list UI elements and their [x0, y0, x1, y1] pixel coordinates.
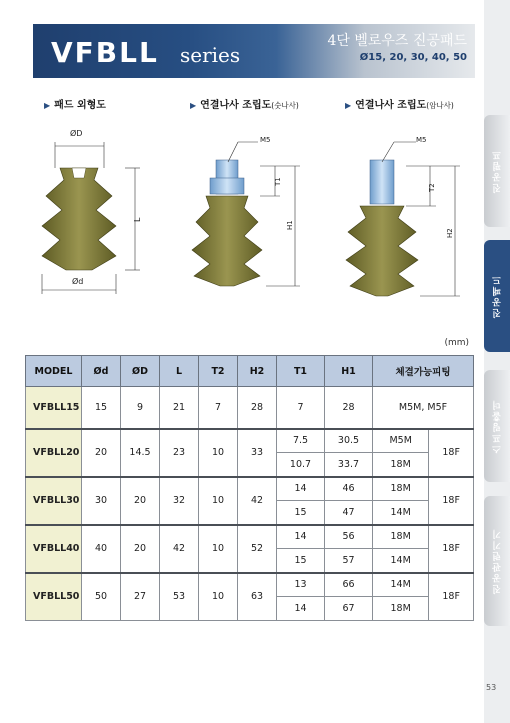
cell-od-inner: 40: [82, 525, 121, 573]
label-m5-male: M5: [260, 136, 271, 144]
header-model: VFBLL: [51, 36, 159, 69]
table-row: [26, 573, 474, 597]
cell-h1: 56: [325, 525, 373, 549]
cell-od-outer: 20: [121, 477, 160, 525]
cell-fitting: 18M: [373, 477, 429, 501]
cell-h1: 46: [325, 477, 373, 501]
col-h1: H1: [325, 356, 373, 387]
cell-od-inner: 50: [82, 573, 121, 621]
side-tab-vacuum-pump[interactable]: [484, 115, 510, 227]
label-outer-diameter: ØD: [70, 129, 83, 138]
cell-h1: 47: [325, 501, 373, 525]
cell-fitting: M5M: [373, 429, 429, 453]
section-label-outline: ▶ 패드 외형도: [44, 100, 106, 111]
cell-od-outer: 20: [121, 525, 160, 573]
col-od-inner: Ød: [82, 356, 121, 387]
cell-t2: 10: [199, 429, 238, 477]
unit-label: (mm): [444, 338, 469, 348]
header-banner: [33, 24, 475, 78]
male-thread-drawing: [192, 136, 300, 286]
cell-model: VFBLL30: [26, 477, 82, 525]
cell-fitting-extra: 18F: [429, 429, 474, 477]
cell-model: VFBLL50: [26, 573, 82, 621]
cell-fitting-extra: 18F: [429, 477, 474, 525]
table-row: [26, 387, 474, 429]
cell-h2: 52: [238, 525, 277, 573]
label-h1: H1: [286, 220, 294, 230]
label-inner-diameter: Ød: [72, 277, 84, 286]
cell-t1: 13: [277, 573, 325, 597]
cell-od-outer: 27: [121, 573, 160, 621]
side-tab-label: 진공펌프: [492, 149, 503, 193]
cell-fitting: 18M: [373, 597, 429, 621]
cell-model: VFBLL15: [26, 387, 82, 429]
side-tab-label: 스프링홀더: [492, 398, 503, 454]
cell-fitting: 14M: [373, 501, 429, 525]
cell-t1: 15: [277, 549, 325, 573]
cell-t1: 14: [277, 597, 325, 621]
header-title: 4단 벨로우즈 진공패드: [327, 33, 467, 49]
cell-model: VFBLL20: [26, 429, 82, 477]
page-number: 53: [486, 683, 497, 692]
cell-t1: 14: [277, 477, 325, 501]
cell-h1: 30.5: [325, 429, 373, 453]
cell-od-inner: 15: [82, 387, 121, 429]
cell-fitting: 18M: [373, 453, 429, 477]
label-t1: T1: [274, 177, 282, 186]
cell-t1: 14: [277, 525, 325, 549]
triangle-icon: ▶: [345, 101, 352, 110]
header-series: series: [180, 43, 241, 67]
cell-h2: 33: [238, 429, 277, 477]
side-tab-label: 진공관련기기: [492, 528, 503, 594]
col-l: L: [160, 356, 199, 387]
header-sizes: Ø15, 20, 30, 40, 50: [359, 52, 467, 63]
pad-outline-drawing: [42, 128, 142, 294]
table-row: [26, 525, 474, 549]
label-h2: H2: [446, 228, 454, 238]
triangle-icon: ▶: [190, 101, 197, 110]
cell-t2: 7: [199, 387, 238, 429]
cell-h1: 67: [325, 597, 373, 621]
cell-t1: 7.5: [277, 429, 325, 453]
cell-fitting: 18M: [373, 525, 429, 549]
cell-l: 53: [160, 573, 199, 621]
cell-h1: 28: [325, 387, 373, 429]
cell-t2: 10: [199, 477, 238, 525]
cell-t2: 10: [199, 525, 238, 573]
col-t1: T1: [277, 356, 325, 387]
cell-t1: 15: [277, 501, 325, 525]
side-tab-vacuum-equipment[interactable]: [484, 496, 510, 626]
cell-fitting-extra: 18F: [429, 573, 474, 621]
cell-t1: 10.7: [277, 453, 325, 477]
side-tab-spring-holder[interactable]: [484, 370, 510, 482]
label-m5-female: M5: [416, 136, 427, 144]
cell-l: 21: [160, 387, 199, 429]
col-fittings: 체결가능피팅: [373, 356, 474, 387]
cell-h1: 33.7: [325, 453, 373, 477]
cell-l: 32: [160, 477, 199, 525]
section-label-male-thread: ▶ 연결나사 조립도(숫나사): [190, 100, 299, 111]
cell-h2: 28: [238, 387, 277, 429]
cell-fitting: M5M, M5F: [373, 387, 474, 429]
cell-fitting-extra: 18F: [429, 525, 474, 573]
cell-od-inner: 30: [82, 477, 121, 525]
side-tab-label: 진공패드: [492, 274, 503, 318]
cell-h2: 63: [238, 573, 277, 621]
cell-l: 23: [160, 429, 199, 477]
cell-fitting: 14M: [373, 549, 429, 573]
cell-h1: 66: [325, 573, 373, 597]
cell-model: VFBLL40: [26, 525, 82, 573]
table-row: [26, 429, 474, 453]
cell-l: 42: [160, 525, 199, 573]
label-length: L: [133, 217, 142, 222]
table-header-row: [26, 356, 474, 387]
col-t2: T2: [199, 356, 238, 387]
cell-od-inner: 20: [82, 429, 121, 477]
cell-od-outer: 14.5: [121, 429, 160, 477]
female-thread-drawing: [346, 136, 460, 296]
technical-drawings: [30, 118, 470, 308]
cell-od-outer: 9: [121, 387, 160, 429]
cell-t1: 7: [277, 387, 325, 429]
col-od-outer: ØD: [121, 356, 160, 387]
cell-fitting: 14M: [373, 573, 429, 597]
cell-t2: 10: [199, 573, 238, 621]
cell-h1: 57: [325, 549, 373, 573]
col-model: MODEL: [26, 356, 82, 387]
cell-h2: 42: [238, 477, 277, 525]
col-h2: H2: [238, 356, 277, 387]
table-row: [26, 477, 474, 501]
spec-table: [25, 355, 474, 621]
side-tab-vacuum-pad[interactable]: [484, 240, 510, 352]
section-label-female-thread: ▶ 연결나사 조립도(암나사): [345, 100, 454, 111]
label-t2: T2: [428, 183, 436, 192]
triangle-icon: ▶: [44, 101, 51, 110]
